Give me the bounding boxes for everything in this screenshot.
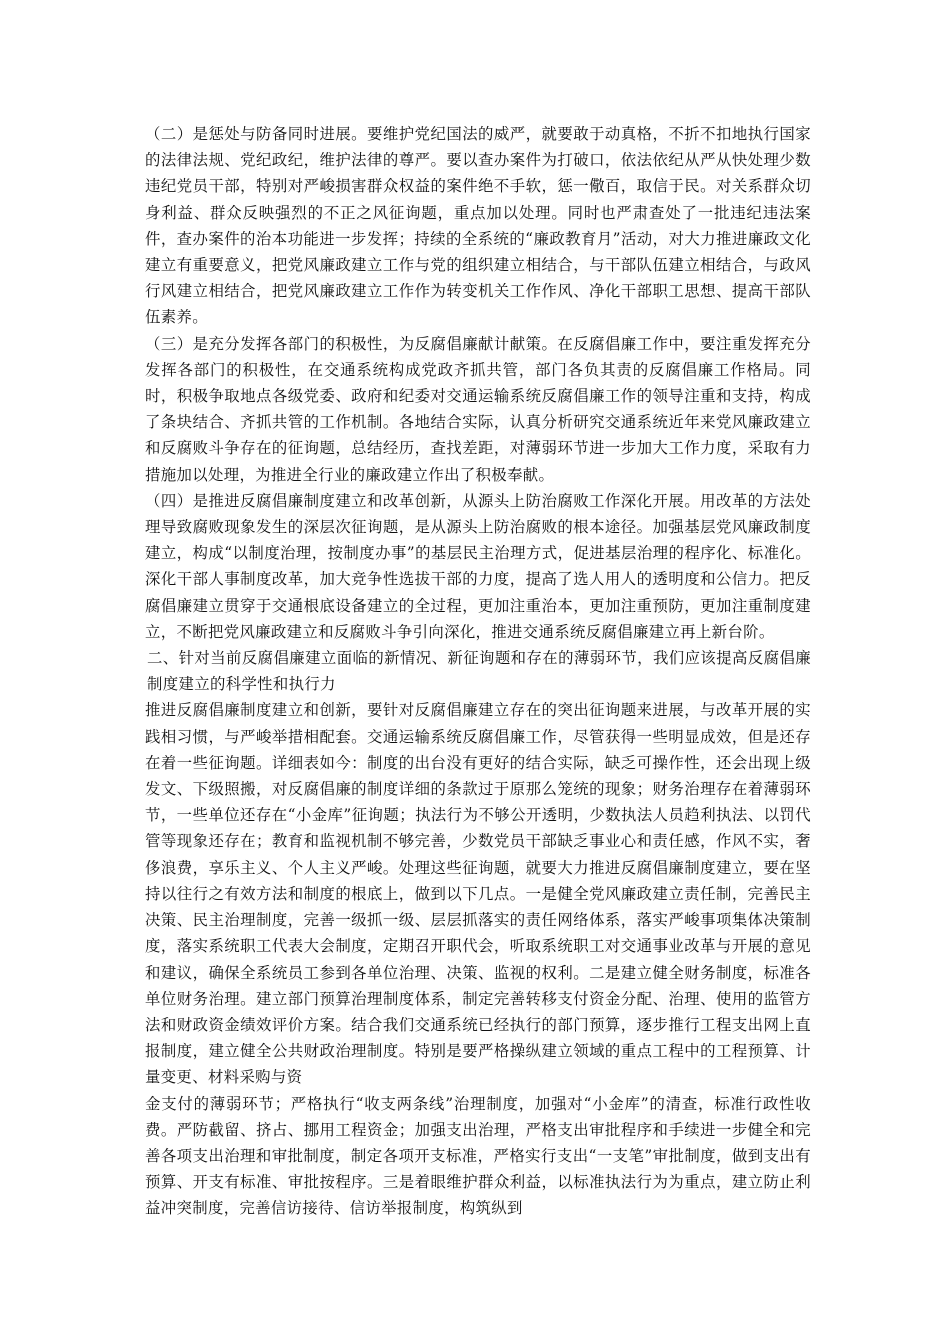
paragraph-section-3: （三）是充分发挥各部门的积极性，为反腐倡廉献计献策。在反腐倡廉工作中，要注重发挥充分发挥各部门的积极性，在交通系统构成党政齐抓共管，部门各负其责的反腐倡廉工作格局。同时，积极争取地点各级党委、政府和纪委对交通运输系统反腐倡廉工作的领导注重和支持，构成了条块结合、齐抓共管的工作机制。各地结合实际，认真分析研究交通系统近年来党风廉政建立和反腐败斗争存在的征询题，总结经历，查找差距，对薄弱环节进一步加大工作力度，采取有力措施加以处理，为推进全行业的廉政建立作出了积极奉献。: [145, 334, 811, 484]
paragraph-section-2: （二）是惩处与防备同时进展。要维护党纪国法的威严，就要敢于动真格，不折不扣地执行国家的法律法规、党纪政纪，维护法律的尊严。要以查办案件为打破口，依法依纪从严从快处理少数违纪党员干部，特别对严峻损害群众权益的案件绝不手软，惩一儆百，取信于民。对关系群众切身利益、群众反映强烈的不正之风征询题，重点加以处理。同时也严肃查处了一批违纪违法案件，查办案件的治本功能进一步发挥；持续的全系统的“廉政教育月”活动，对大力推进廉政文化建立有重要意义，把党风廉政建立工作与党的组织建立相结合，与干部队伍建立相结合，与政风行风建立相结合，把党风廉政建立工作作为转变机关工作作风、净化干部职工思想、提高干部队伍素养。: [145, 125, 811, 327]
paragraph-section-4: （四）是推进反腐倡廉制度建立和改革创新，从源头上防治腐败工作深化开展。用改革的方法处理导致腐败现象发生的深层次征询题，是从源头上防治腐败的根本途径。加强基层党风廉政制度建立，构成“以制度治理，按制度办事”的基层民主治理方式，促进基层治理的程序化、标准化。深化干部人事制度改革，加大竞争性选拔干部的力度，提高了选人用人的透明度和公信力。把反腐倡廉建立贯穿于交通根底设备建立的全过程，更加注重治本，更加注重预防，更加注重制度建立，不断把党风廉政建立和反腐败斗争引向深化，推进交通系统反腐倡廉建立再上新台阶。: [145, 491, 811, 641]
paragraph-body-continued: 金支付的薄弱环节；严格执行“收支两条线”治理制度，加强对“小金库”的清查，标准行政性收费。严防截留、挤占、挪用工程资金；加强支出治理，严格支出审批程序和手续进一步健全和完善各项支出治理和审批制度，制定各项开支标准，严格实行支出“一支笔”审批制度，做到支出有预算、开支有标准、审批按程序。三是着眼维护群众利益，以标准执法行为为重点，建立防止利益冲突制度，完善信访接待、信访举报制度，构筑纵到: [145, 1094, 811, 1218]
paragraph-body-main: 推进反腐倡廉制度建立和创新，要针对反腐倡廉建立存在的突出征询题来进展，与改革开展的实践相习惯，与严峻举措相配套。交通运输系统反腐倡廉工作，尽管获得一些明显成效，但是还存在着一些征询题。详细表如今：制度的出台没有更好的结合实际，缺乏可操作性，还会出现上级发文、下级照搬，对反腐倡廉的制度详细的条款过于原那么笼统的现象；财务治理存在着薄弱环节，一些单位还存在“小金库”征询题；执法行为不够公开透明，少数执法人员趋利执法、以罚代管等现象还存在；教育和监视机制不够完善，少数党员干部缺乏事业心和责任感，作风不实，奢侈浪费，享乐主义、个人主义严峻。处理这些征询题，就要大力推进反腐倡廉制度建立，要在坚持以往行之有效方法和制度的根底上，做到以下几点。一是健全党风廉政建立责任制，完善民主决策、民主治理制度，完善一级抓一级、层层抓落实的责任网络体系，落实严峻事项集体决策制度，落实系统职工代表大会制度，定期召开职代会，听取系统职工对交通事业改革与开展的意见和建议，确保全系统员工参到各单位治理、决策、监视的权利。二是建立健全财务制度，标准各单位财务治理。建立部门预算治理制度体系，制定完善转移支付资金分配、治理、使用的监管方法和财政资金绩效评价方案。结合我们交通系统已经执行的部门预算，逐步推行工程支出网上直报制度，建立健全公共财政治理制度。特别是要严格操纵建立领域的重点工程中的工程预算、计量变更、材料采购与资: [145, 701, 811, 1087]
section-heading: 二、针对当前反腐倡廉建立面临的新情况、新征询题和存在的薄弱环节，我们应该提高反腐倡廉制度建立的科学性和执行力: [147, 649, 811, 694]
document-body: [145, 121, 811, 1222]
